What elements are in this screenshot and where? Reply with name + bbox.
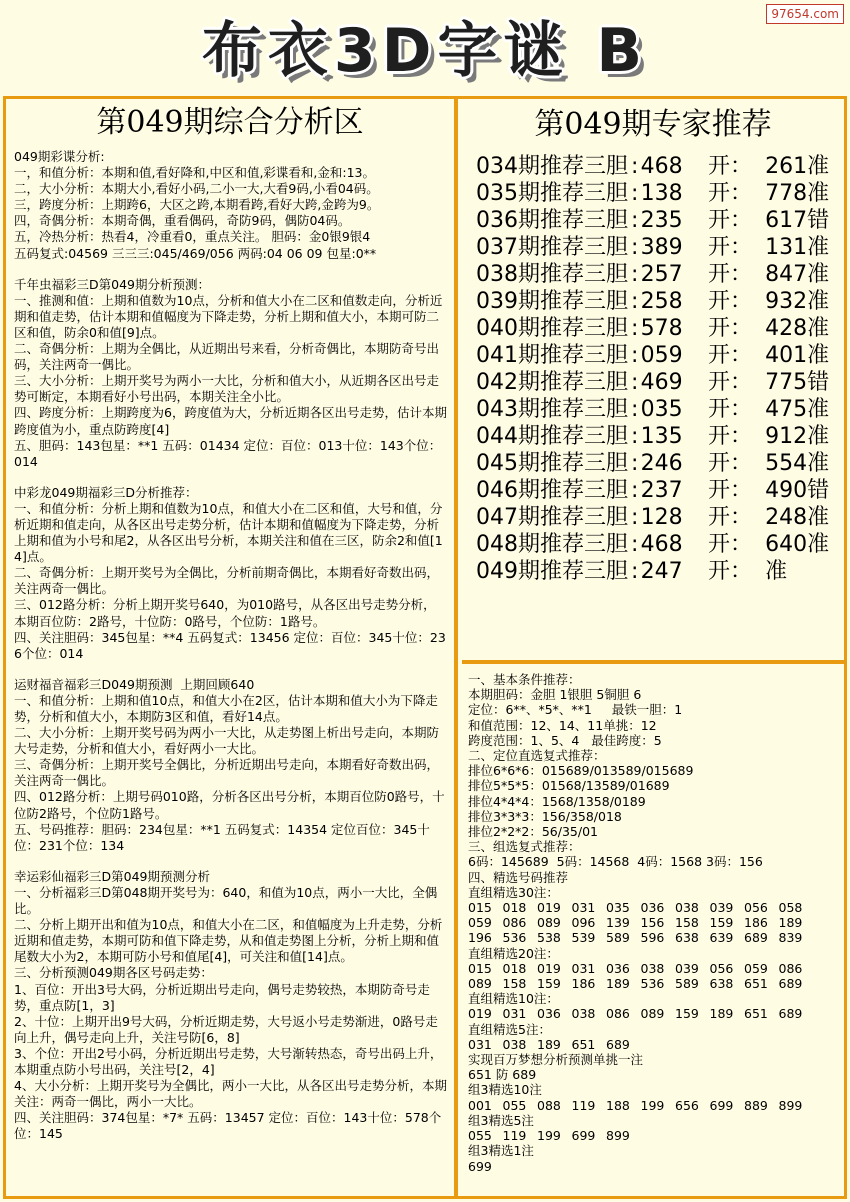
number-cell: 036 [606, 960, 630, 976]
number-row [468, 1128, 838, 1143]
recommend-row [476, 234, 844, 261]
recommend-issue: 048期推荐三胆 [476, 532, 628, 557]
open-label: 开： [707, 181, 752, 206]
number-cell: 096 [571, 915, 596, 931]
recommend-number: 469 [640, 370, 683, 395]
number-cell: 158 [675, 915, 699, 931]
number-cell: 089 [537, 915, 561, 931]
number-cell: 036 [640, 900, 665, 916]
site-watermark: 97654.com [766, 4, 844, 24]
condition-line: 651 防 689 [468, 1067, 537, 1083]
analysis-line: 运财福音福彩三D049期预测 上期回顾640 [14, 676, 255, 692]
section-gap [14, 662, 448, 677]
analysis-line: 四、关注胆码：345包星：**4 五码复式：13456 定位：百位：345十位：236个位：014 [14, 629, 446, 661]
recommend-row [476, 369, 844, 396]
number-cell: 089 [640, 1006, 665, 1022]
condition-line: 6码：145689 5码：14568 4码：1568 3码：156 [468, 854, 763, 870]
section-gap [14, 854, 448, 869]
number-row [468, 1006, 838, 1021]
analysis-line: 二、奇偶分析：上期开奖号为全偶比，分析前期奇偶比，本期看好奇数出码，关注两奇一偶比。 [14, 565, 440, 597]
number-cell: 038 [675, 900, 699, 916]
number-cell: 539 [571, 930, 596, 946]
analysis-line: 一、和值分析：上期和值10点，和值大小在2区，估计本期和值大小为下降走势，分析和值大小，本期防3区和值，看好14点。 [14, 692, 438, 724]
recommend-colon: : [631, 289, 639, 314]
number-cell: 086 [778, 960, 803, 976]
recommend-issue: 049期推荐三胆 [476, 559, 628, 584]
number-cell: 031 [571, 960, 596, 976]
number-row [468, 961, 838, 976]
recommend-issue: 036期推荐三胆 [476, 208, 628, 233]
recommend-row [476, 180, 844, 207]
open-result: 131准 [765, 235, 830, 260]
condition-line: 直组精选5注： [468, 1021, 551, 1037]
recommend-number: 138 [640, 181, 683, 206]
open-result: 490错 [765, 478, 830, 503]
open-result: 775错 [765, 370, 830, 395]
condition-line: 组3精选1注 [468, 1143, 534, 1159]
number-cell: 088 [537, 1097, 561, 1113]
analysis-line: 四、012路分析：上期号码010路，分析各区出号分析，本期百位防0路号，十位防2路号，个位防1路号。 [14, 789, 445, 821]
recommend-colon: : [631, 343, 639, 368]
analysis-line: 一、推测和值：上期和值数为10点，分析和值大小在二区和值数走向，分析近期和值走势，估计本期和值幅度为下降走势，分析上期和值大小，本期可防二区和值，防余0和值[9]点。 [14, 292, 443, 340]
number-cell: 639 [709, 930, 734, 946]
recommend-number: 258 [640, 289, 683, 314]
number-cell: 596 [640, 930, 665, 946]
open-result: 912准 [765, 424, 830, 449]
number-cell: 189 [606, 976, 630, 992]
analysis-line: 三、012路分析：分析上期开奖号640，为010路号，从各区出号走势分析，本期百位防：2路号，十位防：0路号，个位防：1路号。 [14, 597, 436, 629]
number-cell: 536 [502, 930, 527, 946]
number-cell: 036 [537, 1006, 561, 1022]
number-row [468, 930, 838, 945]
recommend-issue: 040期推荐三胆 [476, 316, 628, 341]
analysis-panel-title: 第049期综合分析区 [96, 105, 364, 140]
recommend-issue: 039期推荐三胆 [476, 289, 628, 314]
number-cell: 038 [502, 1036, 527, 1052]
open-result: 847准 [765, 262, 830, 287]
analysis-line: 五、号码推荐：胆码：234包星：**1 五码复式：14354 定位百位：345十位：231个位：134 [14, 821, 430, 853]
number-row [468, 915, 838, 930]
condition-line: 组3精选10注 [468, 1082, 542, 1098]
open-label: 开： [707, 370, 752, 395]
conditions-panel [462, 668, 844, 1196]
condition-line: 四、精选号码推荐 [468, 869, 569, 885]
condition-line: 699 [468, 1158, 492, 1174]
number-cell: 689 [744, 930, 768, 946]
recommend-issue: 045期推荐三胆 [476, 451, 628, 476]
recommend-issue: 043期推荐三胆 [476, 397, 628, 422]
open-result: 554准 [765, 451, 830, 476]
analysis-line: 4、大小分析：上期开奖号为全偶比，两小一大比，从各区出号走势分析，本期关注：两奇一偶比，两小一大比。 [14, 1078, 447, 1110]
condition-line: 一、基本条件推荐： [468, 672, 581, 687]
open-label: 开： [707, 424, 752, 449]
number-cell: 689 [778, 1006, 803, 1022]
open-result: 475准 [765, 397, 830, 422]
analysis-line: 1、百位：开出3号大码，分析近期出号走向，偶号走势较热，本期防奇号走势，重点防[1，3] [14, 981, 430, 1013]
analysis-line: 幸运彩仙福彩三D第049期预测分析 [14, 868, 210, 884]
open-result: 401准 [765, 343, 830, 368]
analysis-line: 2、十位：上期开出9号大码，分析近期走势，大号返小号走势渐进，0路号走向上升，偶号走向上升，关注号防[6，8] [14, 1013, 438, 1045]
open-label: 开： [707, 235, 752, 260]
recommend-issue: 042期推荐三胆 [476, 370, 628, 395]
number-cell: 015 [468, 900, 492, 916]
number-cell: 035 [606, 900, 630, 916]
open-label: 开： [707, 289, 752, 314]
condition-line: 直组精选10注： [468, 991, 559, 1007]
number-cell: 538 [537, 930, 561, 946]
number-cell: 018 [502, 900, 527, 916]
analysis-line: 二，大小分析：本期大小,看好小码,二小一大,大看9码,小看04码。 [14, 181, 379, 197]
number-cell: 086 [502, 915, 527, 931]
number-cell: 899 [606, 1128, 630, 1144]
number-cell: 638 [675, 930, 699, 946]
condition-line: 实现百万梦想分析预测单挑一注 [468, 1052, 644, 1068]
recommend-number: 135 [640, 424, 683, 449]
number-cell: 119 [571, 1097, 596, 1113]
expert-recommend-panel [462, 99, 844, 664]
number-cell: 038 [640, 960, 665, 976]
recommend-colon: : [631, 235, 639, 260]
recommend-row [476, 207, 844, 234]
recommend-colon: : [631, 424, 639, 449]
recommend-number: 035 [640, 397, 683, 422]
number-cell: 055 [468, 1128, 492, 1144]
number-cell: 699 [709, 1097, 734, 1113]
recommend-number: 468 [640, 154, 683, 179]
recommend-row [476, 450, 844, 477]
section-gap [14, 262, 448, 277]
banner [0, 6, 850, 96]
number-cell: 086 [606, 1006, 630, 1022]
recommend-issue: 047期推荐三胆 [476, 505, 628, 530]
open-result: 261准 [765, 154, 830, 179]
recommend-number: 257 [640, 262, 683, 287]
analysis-line: 二、大小分析：上期开奖号码为两小一大比，从走势图上析出号走向，本期防大号走势，分析和值大小，看好两小一大比。 [14, 725, 440, 757]
analysis-line: 三、分析预测049期各区号码走势： [14, 965, 213, 981]
recommend-colon: : [631, 478, 639, 503]
analysis-line: 五、胆码：143包星：**1 五码：01434 定位：百位：013十位：143个位：014 [14, 437, 442, 469]
number-cell: 188 [606, 1097, 630, 1113]
recommend-panel-title: 第049期专家推荐 [534, 107, 772, 142]
open-label: 开： [707, 397, 752, 422]
condition-line: 和值范围：12、14、11单挑：12 [468, 717, 657, 733]
number-cell: 589 [606, 930, 630, 946]
number-cell: 899 [778, 1097, 803, 1113]
analysis-line: 3、个位：开出2号小码，分析近期出号走势，大号渐转热态，奇号出码上升，本期重点防小号出码，关注号[2，4] [14, 1045, 443, 1077]
number-cell: 018 [502, 960, 527, 976]
open-label: 开： [707, 316, 752, 341]
analysis-line: 一、分析福彩三D第048期开奖号为：640，和值为10点，两小一大比，全偶比。 [14, 884, 438, 917]
number-cell: 001 [468, 1097, 492, 1113]
condition-line: 排位4*4*4：1568/1358/0189 [468, 793, 646, 809]
number-cell: 689 [606, 1036, 630, 1052]
number-cell: 031 [468, 1036, 492, 1052]
number-cell: 839 [778, 930, 803, 946]
number-cell: 056 [709, 960, 734, 976]
banner-title: 布衣3D字谜 B [201, 16, 649, 86]
conditions-text [462, 668, 844, 1174]
condition-line: 排位5*5*5：01568/13589/01689 [468, 778, 670, 794]
number-cell: 019 [537, 900, 561, 916]
number-cell: 189 [709, 1006, 734, 1022]
recommend-row [476, 261, 844, 288]
recommend-number: 059 [640, 343, 683, 368]
number-cell: 186 [744, 915, 768, 931]
recommend-issue: 038期推荐三胆 [476, 262, 628, 287]
recommend-colon: : [631, 316, 639, 341]
number-cell: 031 [571, 900, 596, 916]
analysis-line: 千年虫福彩三D第049期分析预测： [14, 276, 210, 292]
number-cell: 889 [744, 1097, 768, 1113]
number-cell: 651 [571, 1036, 596, 1052]
number-cell: 031 [502, 1006, 527, 1022]
number-cell: 158 [502, 976, 527, 992]
condition-line: 排位6*6*6：015689/013589/015689 [468, 763, 694, 779]
open-label: 开： [707, 154, 752, 179]
recommend-issue: 034期推荐三胆 [476, 154, 628, 179]
number-cell: 058 [778, 900, 803, 916]
analysis-line: 四，奇偶分析：本期奇偶，重看偶码，奇防9码，偶防04码。 [14, 213, 351, 229]
number-cell: 536 [640, 976, 665, 992]
recommend-colon: : [631, 181, 639, 206]
number-cell: 019 [468, 1006, 492, 1022]
number-row [468, 1098, 838, 1113]
recommend-colon: : [631, 208, 639, 233]
recommend-colon: : [631, 154, 639, 179]
number-cell: 196 [468, 930, 492, 946]
recommend-number: 468 [640, 532, 683, 557]
recommend-number: 578 [640, 316, 683, 341]
number-cell: 039 [675, 960, 699, 976]
open-result: 617错 [765, 208, 830, 233]
analysis-line: 四、关注胆码：374包星：*7* 五码：13457 定位：百位：143十位：578个位：145 [14, 1110, 442, 1142]
section-gap [14, 470, 448, 485]
number-cell: 015 [468, 960, 492, 976]
number-cell: 199 [640, 1097, 665, 1113]
number-cell: 059 [468, 915, 492, 931]
number-cell: 159 [709, 915, 734, 931]
number-cell: 638 [709, 976, 734, 992]
recommend-issue: 041期推荐三胆 [476, 343, 628, 368]
recommend-row [476, 477, 844, 504]
analysis-line: 三，跨度分析：上期跨6，大区之跨,本期看跨,看好大跨,金跨为9。 [14, 197, 380, 213]
open-result: 778准 [765, 181, 830, 206]
number-row [468, 900, 838, 915]
number-row [468, 976, 838, 991]
recommend-colon: : [631, 559, 639, 584]
analysis-line: 四、跨度分析：上期跨度为6，跨度值为大，分析近期各区出号走势，估计本期跨度值为小，重点防跨度[4] [14, 405, 447, 437]
number-cell: 139 [606, 915, 630, 931]
open-label: 开： [707, 559, 752, 584]
condition-line: 直组精选20注： [468, 945, 559, 961]
number-cell: 689 [778, 976, 803, 992]
recommend-list [462, 151, 844, 585]
condition-line: 排位2*2*2：56/35/01 [468, 824, 598, 840]
open-label: 开： [707, 262, 752, 287]
recommend-number: 246 [640, 451, 683, 476]
recommend-number: 247 [640, 559, 683, 584]
analysis-line: 一、和值分析：分析上期和值数为10点，和值大小在二区和值，大号和值，分析近期和值走向，从各区出号走势分析，估计本期和值幅度为下降走势，分析上期和值为小号和尾2，从各区出号分析，本期关注和值在三区，防余2和值[14]点。 [14, 500, 443, 565]
number-cell: 059 [744, 960, 768, 976]
number-cell: 651 [744, 976, 768, 992]
recommend-colon: : [631, 370, 639, 395]
condition-line: 本期胆码：金胆 1银胆 5铜胆 6 [468, 687, 642, 703]
number-cell: 156 [640, 915, 665, 931]
recommend-row [476, 288, 844, 315]
number-cell: 186 [571, 976, 596, 992]
open-label: 开： [707, 208, 752, 233]
analysis-text [6, 149, 454, 1142]
open-result: 准 [765, 559, 788, 584]
recommend-row [476, 153, 844, 180]
open-label: 开： [707, 451, 752, 476]
recommend-row [476, 342, 844, 369]
condition-line: 跨度范围：1、5、4 最佳跨度：5 [468, 732, 662, 748]
analysis-line: 一，和值分析：本期和值,看好降和,中区和值,彩谍看和,金和:13。 [14, 165, 376, 181]
recommend-row [476, 315, 844, 342]
recommend-number: 389 [640, 235, 683, 260]
number-cell: 189 [778, 915, 803, 931]
condition-line: 直组精选30注： [468, 884, 559, 900]
recommend-issue: 044期推荐三胆 [476, 424, 628, 449]
number-cell: 039 [709, 900, 734, 916]
analysis-line: 五，冷热分析：热看4，冷重看0，重点关注。 胆码：金0银9银4 [14, 229, 371, 245]
number-cell: 089 [468, 976, 492, 992]
condition-line: 排位3*3*3：156/358/018 [468, 808, 622, 824]
analysis-line: 五码复式:04569 三三三:045/469/056 两码:04 06 09 包星:0** [14, 245, 377, 261]
open-label: 开： [707, 343, 752, 368]
open-label: 开： [707, 532, 752, 557]
condition-line: 二、定位直选复式推荐： [468, 748, 606, 764]
recommend-number: 128 [640, 505, 683, 530]
open-result: 932准 [765, 289, 830, 314]
recommend-row [476, 558, 844, 585]
number-row [468, 1037, 838, 1052]
analysis-line: 中彩龙049期福彩三D分析推荐： [14, 484, 198, 500]
condition-line: 三、组选复式推荐： [468, 839, 581, 855]
number-cell: 038 [571, 1006, 596, 1022]
recommend-row [476, 423, 844, 450]
number-cell: 019 [537, 960, 561, 976]
recommend-issue: 046期推荐三胆 [476, 478, 628, 503]
recommend-row [476, 504, 844, 531]
recommend-colon: : [631, 397, 639, 422]
analysis-line: 049期彩谍分析: [14, 149, 105, 164]
recommend-issue: 035期推荐三胆 [476, 181, 628, 206]
number-cell: 055 [502, 1097, 527, 1113]
recommend-colon: : [631, 262, 639, 287]
number-cell: 699 [571, 1128, 596, 1144]
analysis-line: 二、奇偶分析：上期为全偶比，从近期出号来看，分析奇偶比，本期防奇号出码，关注两奇一偶比。 [14, 341, 440, 373]
number-cell: 159 [537, 976, 561, 992]
recommend-row [476, 531, 844, 558]
recommend-issue: 037期推荐三胆 [476, 235, 628, 260]
number-cell: 651 [744, 1006, 768, 1022]
open-label: 开： [707, 478, 752, 503]
analysis-line: 三、大小分析：上期开奖号为两小一大比，分析和值大小，从近期各区出号走势可断定，本期看好小号出码，本期关注全小比。 [14, 373, 440, 405]
number-cell: 189 [537, 1036, 561, 1052]
recommend-colon: : [631, 532, 639, 557]
number-cell: 159 [675, 1006, 699, 1022]
number-cell: 119 [502, 1128, 527, 1144]
recommend-row [476, 396, 844, 423]
recommend-number: 235 [640, 208, 683, 233]
recommend-colon: : [631, 451, 639, 476]
recommend-colon: : [631, 505, 639, 530]
condition-line: 定位：6**、*5*、**1 最铁一胆：1 [468, 702, 683, 718]
recommend-number: 237 [640, 478, 683, 503]
analysis-line: 二、分析上期开出和值为10点，和值大小在二区，和值幅度为上升走势，分析近期和值走势，本期可防和值下降走势，从和值走势图上分析，分析上期和值尾数大小为2，本期可防小号和值尾[4]，可关注和值[14]点。 [14, 917, 443, 965]
analysis-line: 三、奇偶分析：上期开奖号全偶比，分析近期出号走向，本期看好奇数出码，关注两奇一偶比。 [14, 757, 440, 789]
number-cell: 056 [744, 900, 768, 916]
comprehensive-analysis-panel [6, 99, 458, 1196]
number-cell: 199 [537, 1128, 561, 1144]
number-cell: 656 [675, 1097, 699, 1113]
open-result: 248准 [765, 505, 830, 530]
open-label: 开： [707, 505, 752, 530]
open-result: 640准 [765, 532, 830, 557]
number-cell: 589 [675, 976, 699, 992]
open-result: 428准 [765, 316, 830, 341]
condition-line: 组3精选5注 [468, 1112, 534, 1128]
